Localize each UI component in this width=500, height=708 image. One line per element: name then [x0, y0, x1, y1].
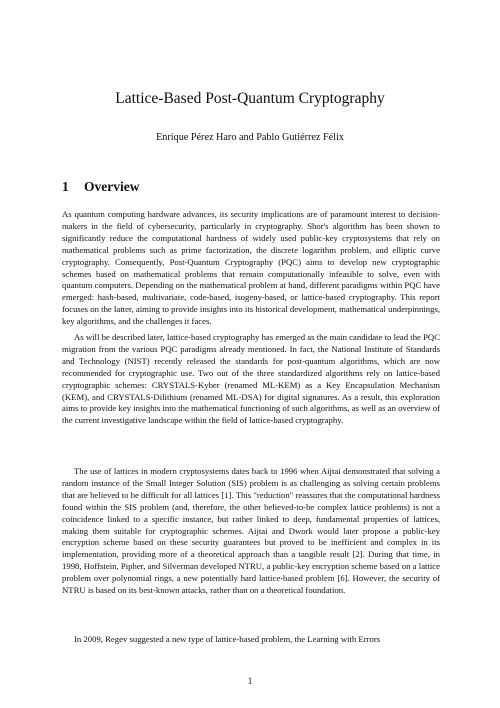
paragraph-overview-2: As will be described later, lattice-based cryptography has emerged as the main candidate to lead the PQC migration from the various PQC paradigms already mentioned. In fact, the National Institute of Standards and Technology (NIST) recently released the standards for post-quantum algorithms, which are now recommended for cryptographic use. Two out of the three standardized algorithms rely on lattice-based cryptographic schemes: CRYSTALS-Kyber (renamed ML-KEM) as a Key Encapsulation Mechanism (KEM), and CRYSTALS-Dilithium (renamed ML-DSA) for digital signatures. As a result, this exploration aims to provide key insights into the mathematical functioning of such algorithms, as well as an overview of the current investigative landscape within the field of lattice-based cryptography. [62, 332, 440, 426]
paragraph-overview-4: In 2009, Regev suggested a new type of lattice-based problem, the Learning with Errors [74, 634, 381, 644]
section-title: Overview [84, 179, 140, 194]
page-number: 1 [247, 676, 253, 686]
paper-authors: Enrique Pérez Haro and Pablo Gutiérrez Félix [156, 132, 344, 143]
paragraph-overview-1: As quantum computing hardware advances, its security implications are of paramount interest to decision-makers in the field of cybersecurity, particularly in cryptography. Shor's algorithm has been shown to significantly reduce the computational hardness of widely used public-key cryptosystems that rely on mathematical problems such as prime factorization, the discrete logarithm problem, and elliptic curve cryptography. Consequently, Post-Quantum Cryptography (PQC) aims to develop new cryptographic schemes based on mathematical problems that remain computationally infeasible to solve, even with quantum computers. Depending on the mathematical problem at hand, different paradigms within PQC have emerged: hash-based, multivariate, code-based, isogeny-based, or lattice-based cryptography. This report focuses on the latter, aiming to provide insights into its historical development, mathematical underpinnings, key algorithms, and the challenges it faces. [62, 209, 440, 327]
paper-title: Lattice-Based Post-Quantum Cryptography [115, 90, 385, 107]
section-heading [62, 178, 442, 196]
paragraph-overview-3: The use of lattices in modern cryptosystems dates back to 1996 when Aijtai demonstrated that solving a random instance of the Small Integer Solution (SIS) problem is as challenging as solving certain problems that are believed to be difficult for all lattices [1]. This "reduction" reassures that the computational hardness found within the SIS problem (and, therefore, the other believed-to-be complex lattice problems) is not a coincidence linked to a specific instance, but rather linked to deep, fundamental properties of lattices, making them suitable for cryptographic schemes. Aijtai and Dwork would later propose a public-key encryption scheme based on these security guarantees but proved to be inefficient and complex in its implementation, providing more of a theoretical approach than a tangible result [2]. During that time, in 1998, Hoffstein, Pipher, and Silverman developed NTRU, a public-key encryption scheme based on a lattice problem over polynomial rings, a new potentially hard lattice-based problem [6]. However, the security of NTRU is based on its best-known attacks, rather than on a theoretical foundation. [62, 466, 440, 596]
section-number: 1 [62, 179, 69, 194]
